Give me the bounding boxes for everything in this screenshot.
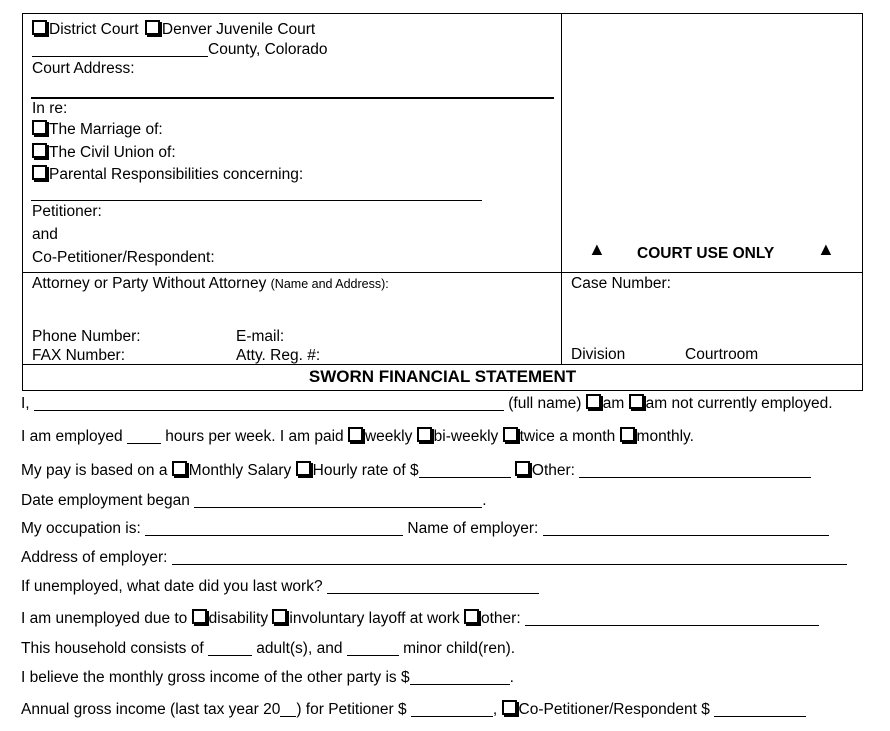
last-work-row: [21, 578, 539, 596]
other-party-income-label: I believe the monthly gross income of the other party is $: [21, 669, 410, 686]
annual-income-prefix: Annual gross income (last tax year 20: [21, 701, 281, 718]
employer-name-field[interactable]: [543, 521, 829, 536]
co-petitioner-income-label: Co-Petitioner/Respondent $: [518, 701, 710, 718]
last-work-field[interactable]: [327, 579, 539, 594]
court-type-row: [32, 20, 315, 39]
unemployed-reason-row: [21, 609, 819, 628]
court-use-only-label: COURT USE ONLY: [637, 245, 775, 262]
income-comma: ,: [492, 701, 498, 718]
fax-label: FAX Number:: [32, 347, 126, 364]
parties-name-line[interactable]: [31, 200, 482, 201]
twice-a-month-label: twice a month: [519, 428, 616, 445]
county-row: [32, 41, 327, 59]
full-name-field[interactable]: [34, 396, 504, 411]
employer-address-field[interactable]: [172, 550, 847, 565]
case-type-option: [32, 165, 303, 184]
full-name-row: [21, 394, 833, 413]
date-began-period: .: [482, 492, 487, 509]
adults-label: adult(s), and: [256, 640, 343, 657]
division-label: Division: [571, 346, 626, 363]
atty-reg-label: Atty. Reg. #:: [236, 347, 321, 364]
court-address-rule: [31, 97, 554, 99]
date-began-field[interactable]: [194, 493, 482, 508]
date-began-label: Date employment began: [21, 492, 190, 509]
not-employed-label: am not currently employed.: [645, 395, 833, 412]
involuntary-layoff-checkbox[interactable]: [272, 609, 287, 624]
occupation-field[interactable]: [145, 521, 403, 536]
attorney-label-text: Attorney or Party Without Attorney: [32, 275, 267, 292]
unemployed-prefix: I am unemployed due to: [21, 610, 188, 627]
other-reason-field[interactable]: [525, 611, 819, 626]
co-petitioner-label: Co-Petitioner/Respondent:: [32, 249, 215, 266]
in-re-label: In re:: [32, 100, 68, 117]
court-address-label: Court Address:: [32, 60, 135, 77]
attorney-label: [32, 275, 389, 293]
other-pay-label: Other:: [531, 462, 575, 479]
weekly-label: weekly: [364, 428, 413, 445]
full-name-label: (full name): [508, 395, 582, 412]
civil-union-label: The Civil Union of:: [49, 144, 176, 161]
courtroom-label: Courtroom: [685, 346, 759, 363]
bi-weekly-checkbox[interactable]: [417, 427, 432, 442]
civil-union-checkbox[interactable]: [32, 143, 47, 158]
pay-basis-row: [21, 461, 811, 480]
county-field[interactable]: [32, 42, 208, 57]
not-employed-checkbox[interactable]: [629, 394, 644, 409]
children-field[interactable]: [347, 641, 399, 656]
bi-weekly-label: bi-weekly: [433, 428, 499, 445]
employed-prefix: I am employed: [21, 428, 123, 445]
employed-label: am: [602, 395, 625, 412]
and-label: and: [32, 226, 58, 243]
marriage-checkbox[interactable]: [32, 120, 47, 135]
employer-name-label: Name of employer:: [407, 520, 539, 537]
household-row: [21, 640, 515, 658]
name-prefix: I,: [21, 395, 30, 412]
form-title: SWORN FINANCIAL STATEMENT: [308, 367, 577, 386]
parental-responsibilities-label: Parental Responsibilities concerning:: [49, 166, 304, 183]
district-court-label: District Court: [49, 21, 139, 38]
other-pay-field[interactable]: [579, 463, 811, 478]
monthly-label: monthly.: [636, 428, 694, 445]
disability-checkbox[interactable]: [192, 609, 207, 624]
tax-year-field[interactable]: [280, 702, 296, 717]
other-reason-label: other:: [481, 610, 521, 627]
email-label: E-mail:: [236, 328, 285, 345]
hours-label: hours per week. I am paid: [165, 428, 344, 445]
pay-basis-prefix: My pay is based on a: [21, 462, 168, 479]
other-party-income-field[interactable]: [410, 670, 510, 685]
petitioner-income-label: ) for Petitioner $: [296, 701, 407, 718]
other-reason-checkbox[interactable]: [464, 609, 479, 624]
hourly-rate-field[interactable]: [419, 463, 511, 478]
adults-field[interactable]: [208, 641, 252, 656]
employed-checkbox[interactable]: [586, 394, 601, 409]
occupation-label: My occupation is:: [21, 520, 141, 537]
triangle-left-icon: ▲: [588, 239, 606, 259]
hourly-rate-label: Hourly rate of $: [312, 462, 419, 479]
other-party-income-period: .: [509, 669, 514, 686]
hours-row: [21, 427, 694, 446]
children-label: minor child(ren).: [403, 640, 516, 657]
parental-responsibilities-checkbox[interactable]: [32, 165, 47, 180]
district-court-checkbox[interactable]: [32, 20, 47, 35]
monthly-salary-checkbox[interactable]: [172, 461, 187, 476]
monthly-salary-label: Monthly Salary: [188, 462, 292, 479]
co-petitioner-income-field[interactable]: [714, 702, 806, 717]
caption-divider: [561, 13, 562, 364]
involuntary-layoff-label: involuntary layoff at work: [289, 610, 460, 627]
last-work-label: If unemployed, what date did you last work?: [21, 578, 323, 595]
attorney-label-note: (Name and Address):: [270, 277, 389, 291]
case-type-option: [32, 120, 163, 139]
other-pay-checkbox[interactable]: [515, 461, 530, 476]
triangle-right-icon: ▲: [817, 239, 835, 259]
marriage-label: The Marriage of:: [49, 121, 163, 138]
case-number-label: Case Number:: [571, 275, 671, 292]
disability-label: disability: [208, 610, 269, 627]
weekly-checkbox[interactable]: [348, 427, 363, 442]
caption-box: [22, 13, 863, 365]
occupation-row: [21, 520, 829, 538]
twice-a-month-checkbox[interactable]: [503, 427, 518, 442]
case-type-option: [32, 143, 176, 162]
juvenile-court-label: Denver Juvenile Court: [161, 21, 316, 38]
employer-address-label: Address of employer:: [21, 549, 168, 566]
petitioner-label: Petitioner:: [32, 203, 102, 220]
annual-income-row: [21, 700, 806, 719]
phone-label: Phone Number:: [32, 328, 141, 345]
caption-row-divider: [22, 272, 862, 273]
monthly-checkbox[interactable]: [620, 427, 635, 442]
co-petitioner-income-checkbox[interactable]: [502, 700, 517, 715]
hourly-rate-checkbox[interactable]: [296, 461, 311, 476]
juvenile-court-checkbox[interactable]: [145, 20, 160, 35]
petitioner-income-field[interactable]: [411, 702, 493, 717]
household-prefix: This household consists of: [21, 640, 204, 657]
employer-address-row: [21, 549, 847, 567]
other-party-income-row: [21, 669, 514, 687]
date-began-row: [21, 492, 487, 510]
hours-field[interactable]: [127, 429, 161, 444]
county-suffix: County, Colorado: [208, 41, 328, 58]
